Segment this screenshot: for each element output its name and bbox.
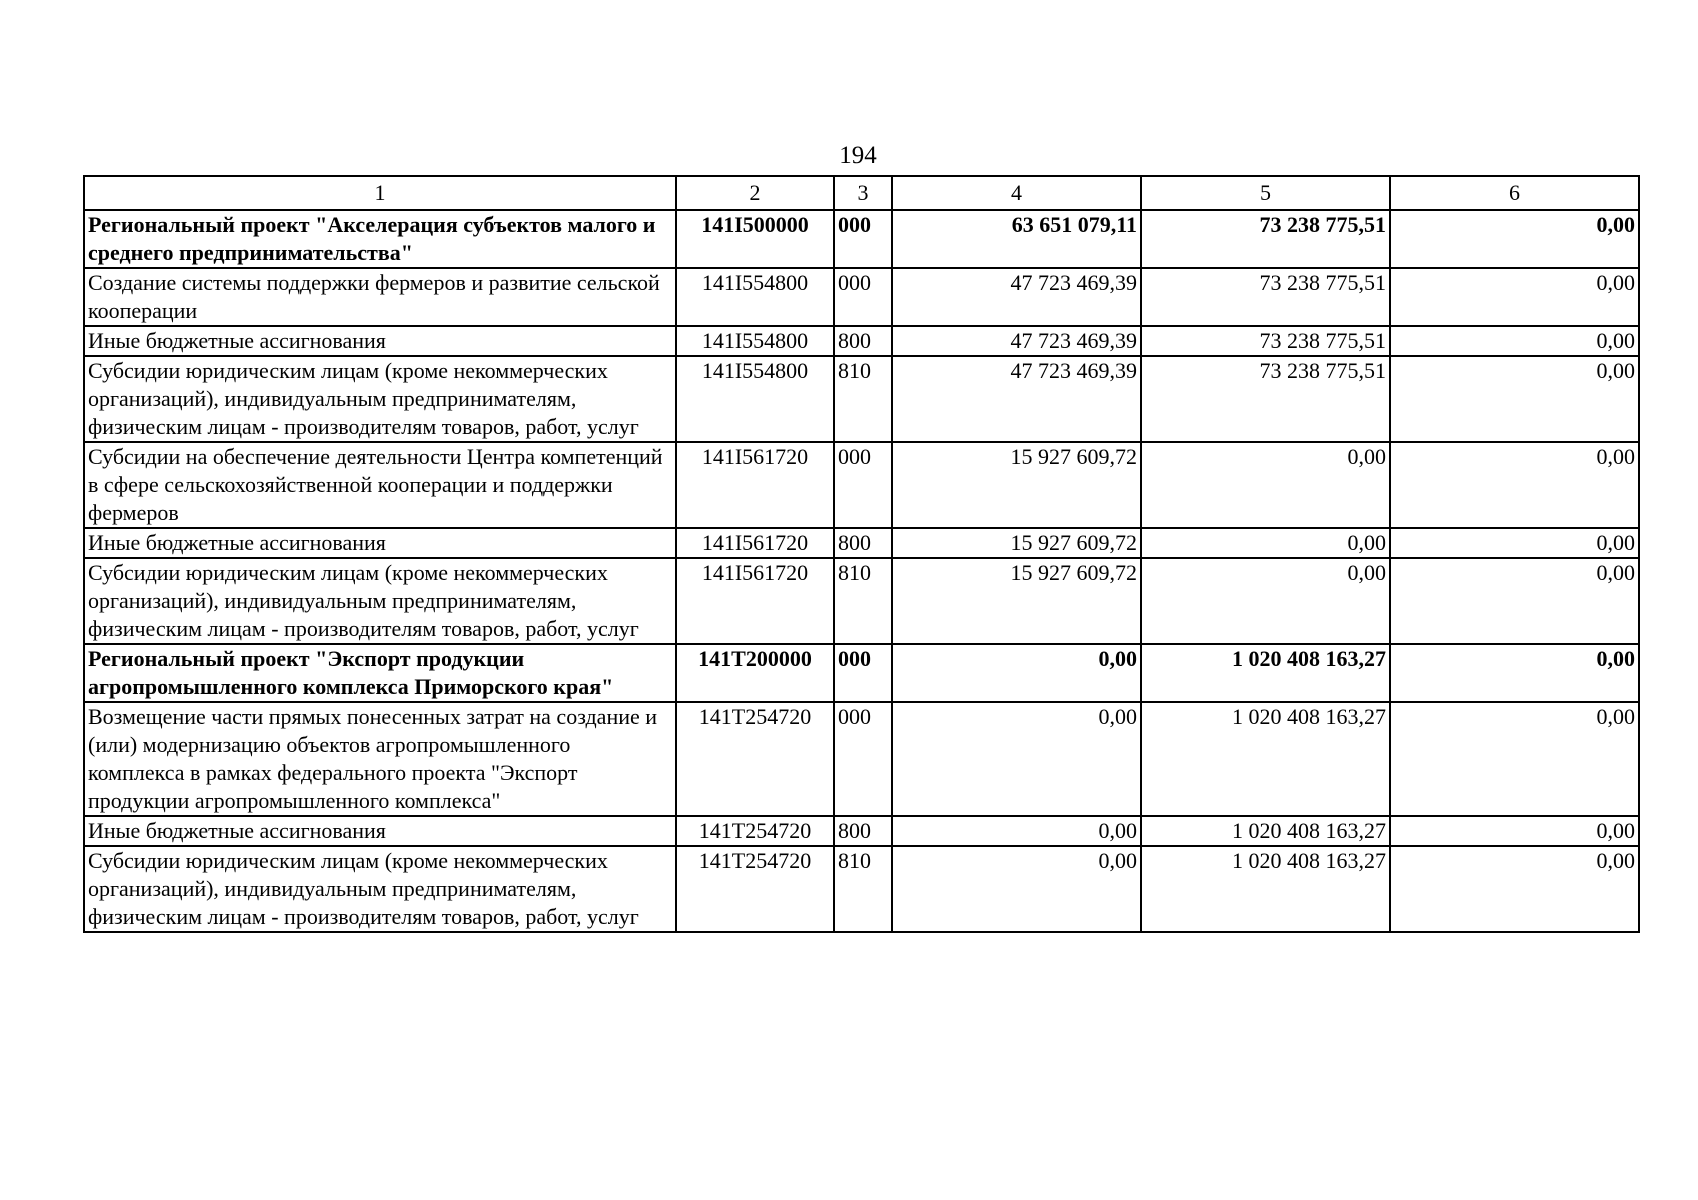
row-amount-col5: 1 020 408 163,27 — [1141, 702, 1390, 816]
row-type-cell: 000 — [834, 442, 892, 528]
row-amount-col4: 15 927 609,72 — [892, 528, 1141, 558]
column-header-1: 1 — [84, 176, 676, 210]
row-amount-col6: 0,00 — [1390, 268, 1639, 326]
table-row — [84, 356, 1639, 442]
row-name-cell: Возмещение части прямых понесенных затрат на создание и (или) модернизацию объектов агропромышленного комплекса в рамках федерального проекта "Экспорт продукции агропромышленного комплекса" — [84, 702, 676, 816]
row-amount-col4: 15 927 609,72 — [892, 558, 1141, 644]
row-amount-col6: 0,00 — [1390, 210, 1639, 268]
row-type-cell: 000 — [834, 702, 892, 816]
row-amount-col6: 0,00 — [1390, 702, 1639, 816]
row-name-cell: Создание системы поддержки фермеров и развитие сельской кооперации — [84, 268, 676, 326]
row-amount-col6: 0,00 — [1390, 356, 1639, 442]
row-type-cell: 800 — [834, 528, 892, 558]
table-row — [84, 644, 1639, 702]
row-amount-col4: 47 723 469,39 — [892, 356, 1141, 442]
row-amount-col5: 0,00 — [1141, 442, 1390, 528]
column-header-6: 6 — [1390, 176, 1639, 210]
table-row — [84, 528, 1639, 558]
table-row — [84, 846, 1639, 932]
row-amount-col5: 1 020 408 163,27 — [1141, 846, 1390, 932]
row-code-cell: 141I554800 — [676, 356, 834, 442]
row-name-cell: Иные бюджетные ассигнования — [84, 528, 676, 558]
row-amount-col4: 47 723 469,39 — [892, 268, 1141, 326]
row-type-cell: 800 — [834, 816, 892, 846]
table-row — [84, 558, 1639, 644]
row-code-cell: 141T200000 — [676, 644, 834, 702]
row-amount-col5: 73 238 775,51 — [1141, 356, 1390, 442]
row-code-cell: 141I554800 — [676, 268, 834, 326]
row-code-cell: 141I561720 — [676, 442, 834, 528]
row-name-cell: Региональный проект "Акселерация субъектов малого и среднего предпринимательства" — [84, 210, 676, 268]
row-amount-col5: 0,00 — [1141, 528, 1390, 558]
row-amount-col6: 0,00 — [1390, 326, 1639, 356]
row-type-cell: 000 — [834, 644, 892, 702]
row-type-cell: 810 — [834, 356, 892, 442]
table-row — [84, 816, 1639, 846]
row-type-cell: 000 — [834, 268, 892, 326]
row-code-cell: 141T254720 — [676, 702, 834, 816]
page-number: 194 — [839, 142, 877, 169]
row-name-cell: Субсидии юридическим лицам (кроме некоммерческих организаций), индивидуальным предпринимателям, физическим лицам - производителям товаров, работ, услуг — [84, 558, 676, 644]
row-amount-col4: 15 927 609,72 — [892, 442, 1141, 528]
row-amount-col6: 0,00 — [1390, 528, 1639, 558]
header-row — [84, 176, 1639, 210]
row-code-cell: 141I554800 — [676, 326, 834, 356]
row-type-cell: 810 — [834, 558, 892, 644]
row-code-cell: 141T254720 — [676, 846, 834, 932]
column-header-3: 3 — [834, 176, 892, 210]
row-amount-col5: 73 238 775,51 — [1141, 268, 1390, 326]
row-type-cell: 000 — [834, 210, 892, 268]
table-row — [84, 268, 1639, 326]
table-row — [84, 210, 1639, 268]
row-amount-col6: 0,00 — [1390, 816, 1639, 846]
row-name-cell: Региональный проект "Экспорт продукции агропромышленного комплекса Приморского края" — [84, 644, 676, 702]
row-code-cell: 141T254720 — [676, 816, 834, 846]
table-row — [84, 442, 1639, 528]
table-row — [84, 326, 1639, 356]
row-amount-col6: 0,00 — [1390, 558, 1639, 644]
row-amount-col5: 1 020 408 163,27 — [1141, 644, 1390, 702]
row-amount-col6: 0,00 — [1390, 846, 1639, 932]
row-amount-col6: 0,00 — [1390, 644, 1639, 702]
row-type-cell: 800 — [834, 326, 892, 356]
column-header-2: 2 — [676, 176, 834, 210]
row-amount-col4: 63 651 079,11 — [892, 210, 1141, 268]
row-code-cell: 141I500000 — [676, 210, 834, 268]
row-type-cell: 810 — [834, 846, 892, 932]
row-name-cell: Субсидии юридическим лицам (кроме некоммерческих организаций), индивидуальным предпринимателям, физическим лицам - производителям товаров, работ, услуг — [84, 356, 676, 442]
row-amount-col5: 73 238 775,51 — [1141, 210, 1390, 268]
row-amount-col5: 73 238 775,51 — [1141, 326, 1390, 356]
row-amount-col4: 0,00 — [892, 644, 1141, 702]
row-name-cell: Субсидии на обеспечение деятельности Центра компетенций в сфере сельскохозяйственной кооперации и поддержки фермеров — [84, 442, 676, 528]
column-header-4: 4 — [892, 176, 1141, 210]
row-amount-col5: 1 020 408 163,27 — [1141, 816, 1390, 846]
row-amount-col4: 0,00 — [892, 702, 1141, 816]
row-amount-col4: 47 723 469,39 — [892, 326, 1141, 356]
budget-table — [83, 175, 1640, 933]
row-name-cell: Иные бюджетные ассигнования — [84, 816, 676, 846]
column-header-5: 5 — [1141, 176, 1390, 210]
row-amount-col6: 0,00 — [1390, 442, 1639, 528]
table-row — [84, 702, 1639, 816]
row-code-cell: 141I561720 — [676, 558, 834, 644]
table-body — [84, 176, 1639, 932]
row-amount-col4: 0,00 — [892, 816, 1141, 846]
row-amount-col5: 0,00 — [1141, 558, 1390, 644]
row-amount-col4: 0,00 — [892, 846, 1141, 932]
row-name-cell: Субсидии юридическим лицам (кроме некоммерческих организаций), индивидуальным предпринимателям, физическим лицам - производителям товаров, работ, услуг — [84, 846, 676, 932]
row-code-cell: 141I561720 — [676, 528, 834, 558]
row-name-cell: Иные бюджетные ассигнования — [84, 326, 676, 356]
